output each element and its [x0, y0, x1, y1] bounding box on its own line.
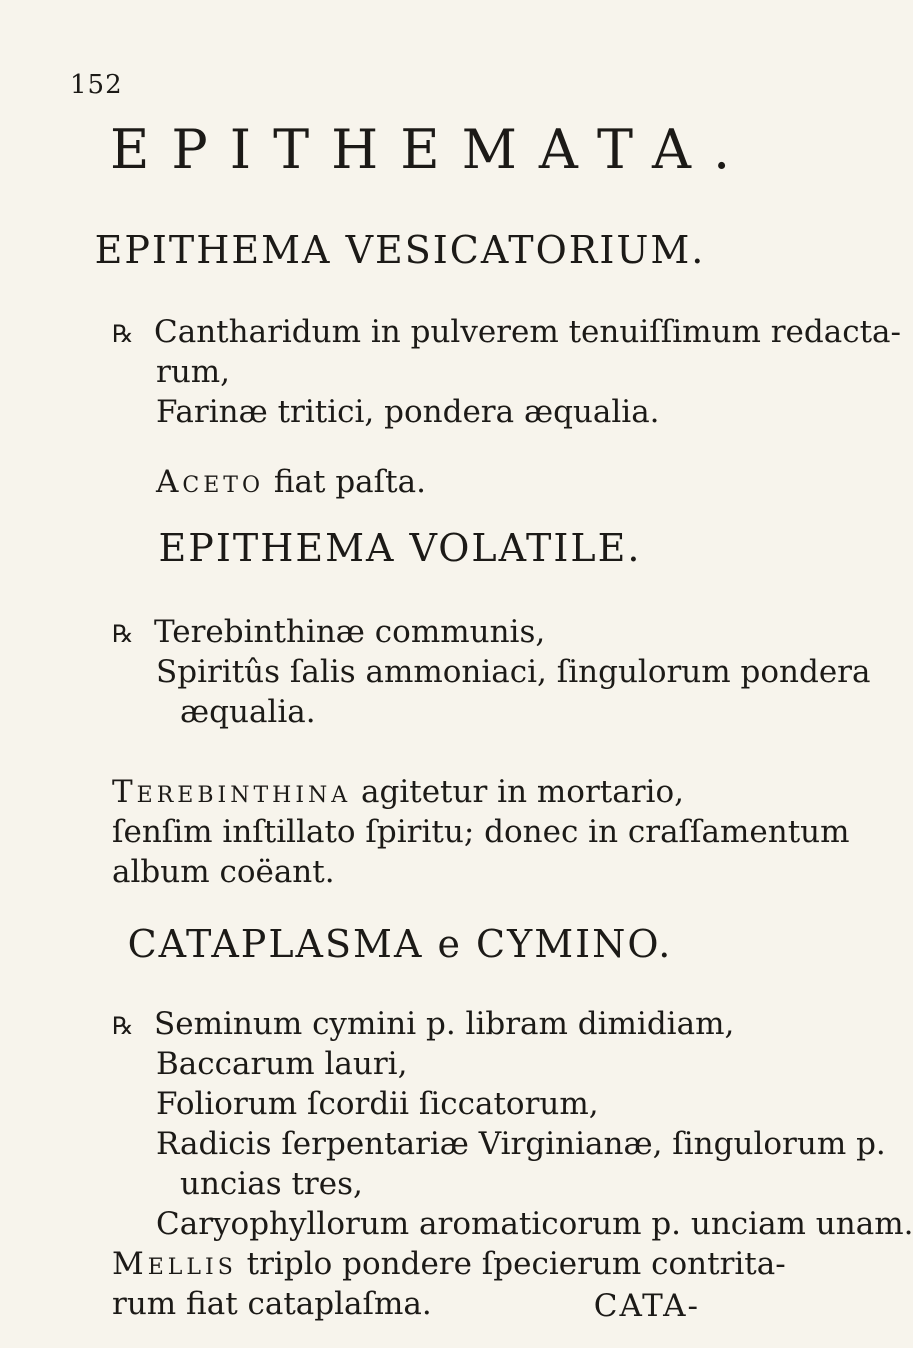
page-number: 152 [70, 70, 123, 100]
recipe-line: Caryophyllorum aromaticorum p. unciam unam. [156, 1206, 913, 1242]
rx-icon: ℞ [112, 320, 134, 348]
recipe-line: rum, [156, 354, 231, 390]
recipe-line: Baccarum lauri, [156, 1046, 408, 1082]
recipe-line: ℞ Cantharidum in pulverem tenuiſſimum redacta- [112, 312, 901, 354]
method-word: Terebinthina [112, 774, 352, 810]
recipe-line: Foliorum ſcordii ſiccatorum, [156, 1086, 599, 1122]
rx-icon: ℞ [112, 1012, 134, 1040]
method-word: Mellis [112, 1246, 237, 1282]
method-line: Aceto fiat paſta. [156, 464, 426, 500]
method-word: Aceto [156, 464, 264, 500]
method-line: Terebinthina agitetur in mortario, [112, 774, 684, 810]
method-line: Mellis triplo pondere ſpecierum contrita- [112, 1246, 786, 1282]
catchword: CATA- [593, 1288, 700, 1324]
method-line: rum fiat cataplaſma. [112, 1286, 432, 1322]
section-heading: CATAPLASMA e CYMINO. [127, 922, 673, 966]
section-heading: EPITHEMA VOLATILE. [158, 526, 642, 570]
recipe-line: ℞ Seminum cymini p. libram dimidiam, [112, 1004, 734, 1046]
recipe-line: ℞ Terebinthinæ communis, [112, 612, 545, 654]
method-line: ſenſim inſtillato ſpiritu; donec in craſſamentum [112, 814, 850, 850]
method-line: album coëant. [112, 854, 335, 890]
recipe-line: æqualia. [180, 694, 316, 730]
rx-icon: ℞ [112, 620, 134, 648]
section-heading: EPITHEMA VESICATORIUM. [94, 228, 706, 272]
recipe-line: Farinæ tritici, pondera æqualia. [156, 394, 660, 430]
running-title: EPITHEMATA. [110, 118, 753, 181]
recipe-line: Radicis ſerpentariæ Virginianæ, ſingulorum p. [156, 1126, 886, 1162]
recipe-line: Spiritûs ſalis ammoniaci, ſingulorum pondera [156, 654, 871, 690]
recipe-line: uncias tres, [180, 1166, 363, 1202]
